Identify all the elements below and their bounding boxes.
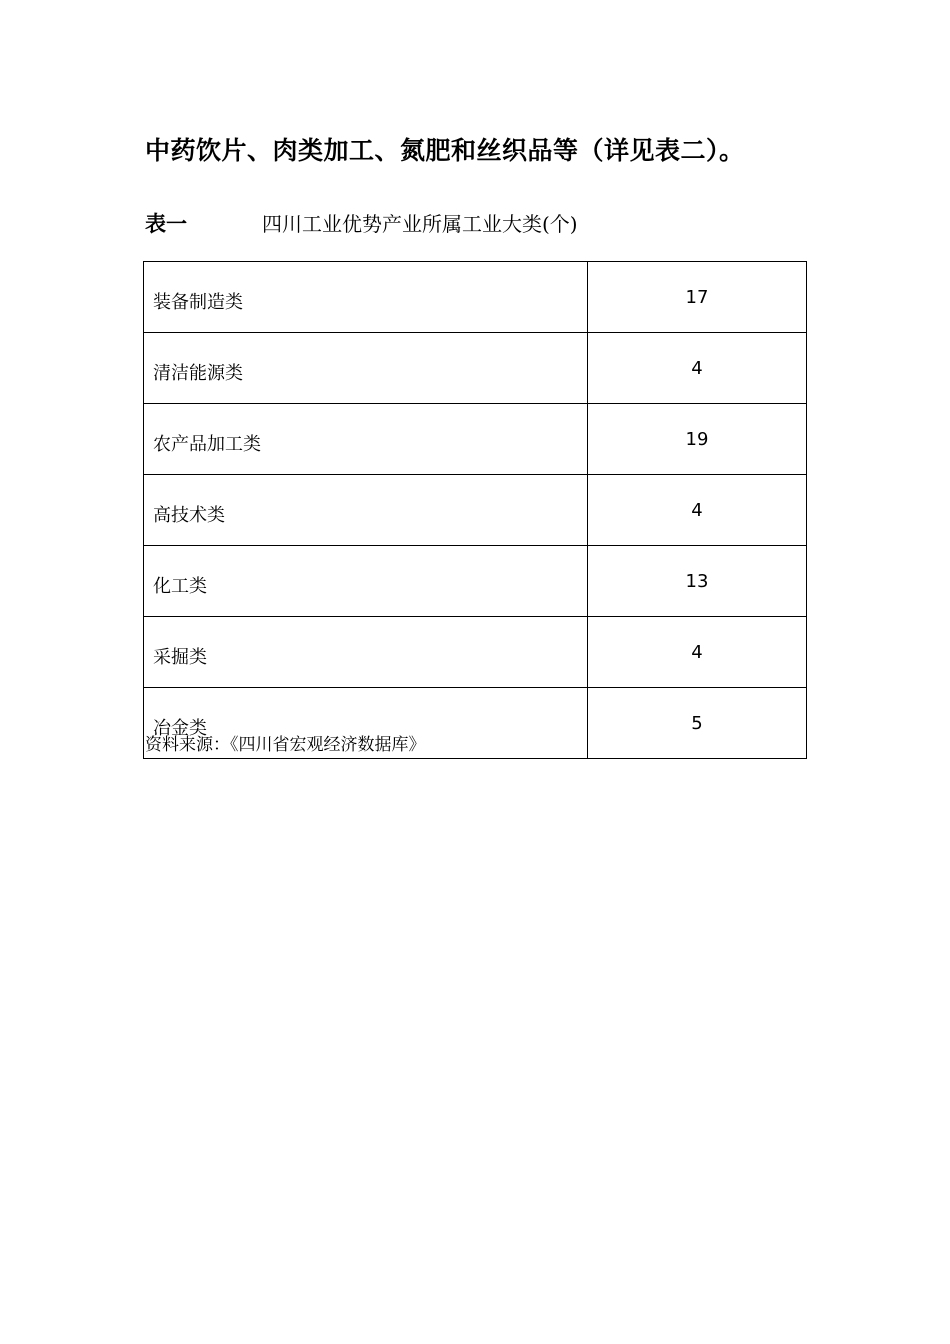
count-cell: 4 [588, 475, 807, 546]
table-row [144, 617, 807, 688]
category-cell: 农产品加工类 [144, 404, 588, 475]
count-cell: 4 [588, 617, 807, 688]
source-note: 资料来源：《四川省宏观经济数据库》 [145, 735, 426, 755]
table-row [144, 333, 807, 404]
category-cell: 高技术类 [144, 475, 588, 546]
table-caption-title: 四川工业优势产业所属工业大类(个) [262, 212, 578, 236]
table-row [144, 262, 807, 333]
industry-category-table [143, 261, 807, 759]
category-cell: 装备制造类 [144, 262, 588, 333]
count-cell: 5 [588, 688, 807, 759]
count-cell: 4 [588, 333, 807, 404]
table-row [144, 404, 807, 475]
count-cell: 19 [588, 404, 807, 475]
category-cell: 冶金类 [144, 688, 588, 759]
category-cell: 化工类 [144, 546, 588, 617]
category-cell: 清洁能源类 [144, 333, 588, 404]
table-row [144, 546, 807, 617]
category-cell: 采掘类 [144, 617, 588, 688]
table-caption-label: 表一 [145, 211, 187, 236]
table-row [144, 475, 807, 546]
intro-paragraph: 中药饮片、肉类加工、氮肥和丝织品等（详见表二）。 [145, 136, 745, 165]
count-cell: 13 [588, 546, 807, 617]
count-cell: 17 [588, 262, 807, 333]
